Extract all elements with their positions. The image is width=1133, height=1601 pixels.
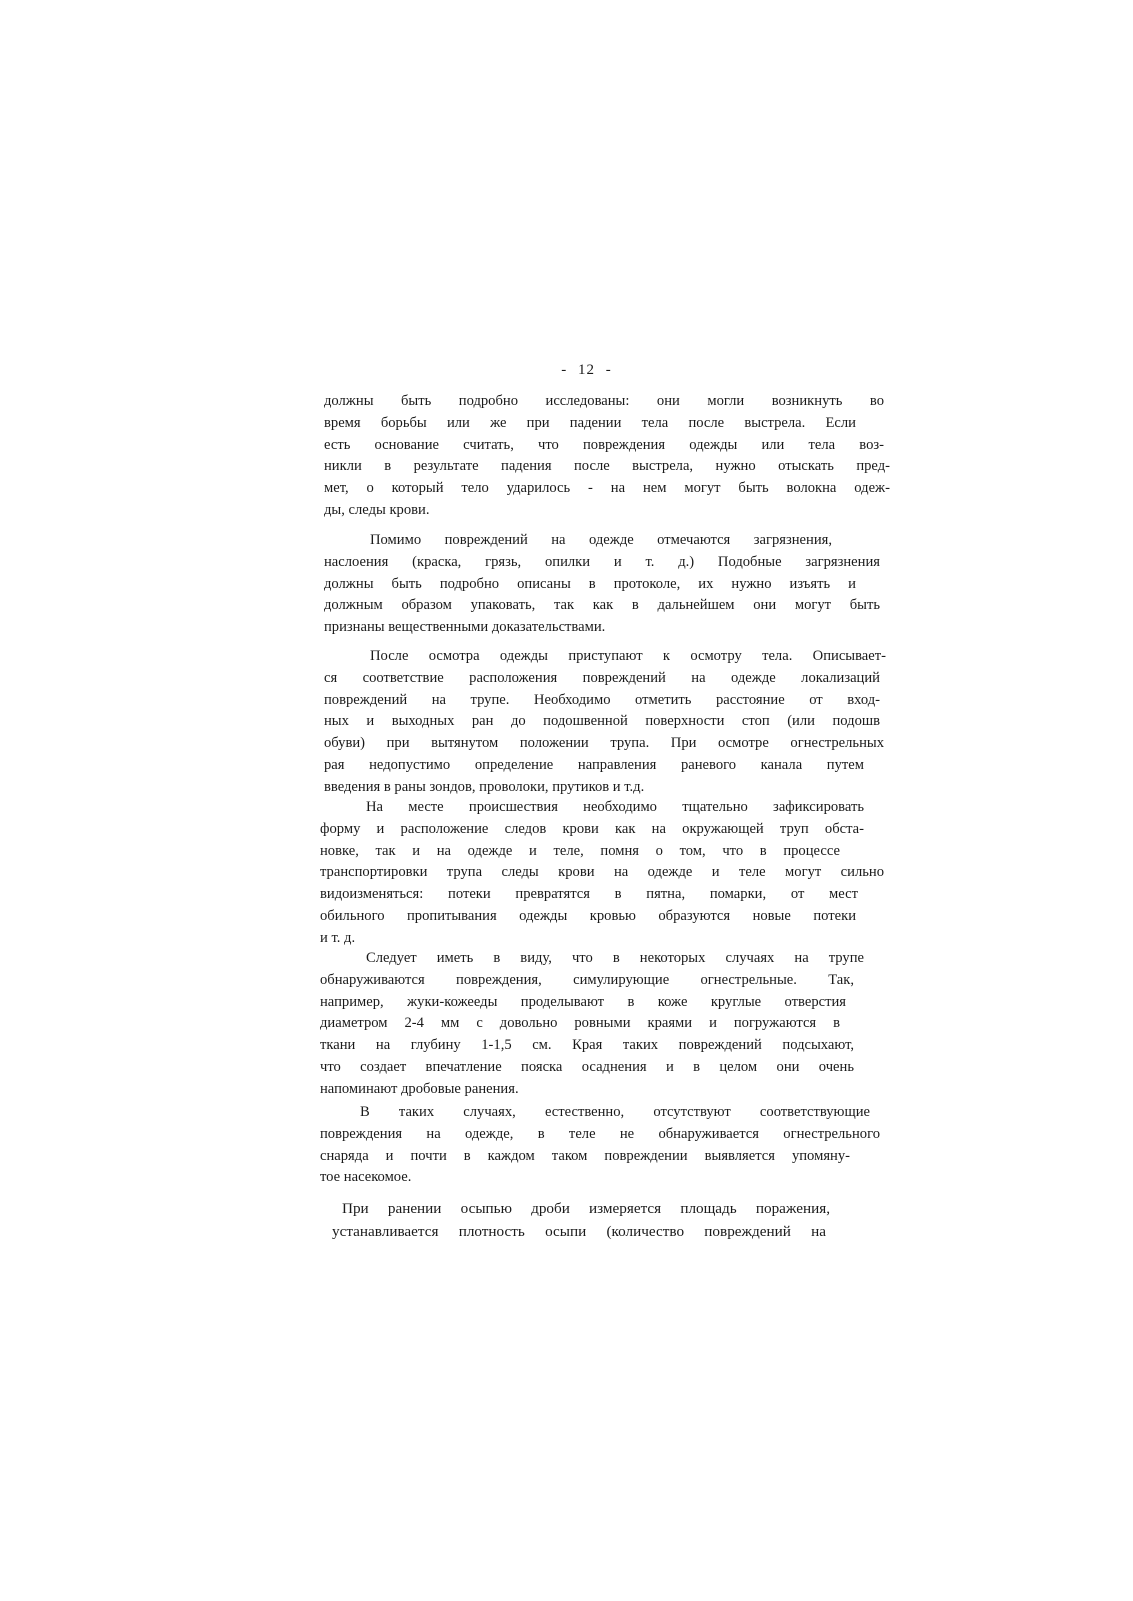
text-line: рая недопустимо определение направления раневого канала путем: [324, 756, 864, 773]
text-line: При ранении осыпью дроби измеряется площадь поражения,: [342, 1200, 830, 1217]
text-line: ся соответствие расположения повреждений на одежде локализаций: [324, 669, 880, 686]
text-line: Помимо повреждений на одежде отмечаются загрязнения,: [370, 532, 832, 548]
text-line: ды, следы крови.: [324, 501, 430, 518]
page-number-text: - 12 -: [561, 362, 612, 378]
text-line: повреждений на трупе. Необходимо отметить расстояние от вход-: [324, 691, 880, 708]
text-line: тое насекомое.: [320, 1169, 412, 1186]
text-line: обильного пропитывания одежды кровью образуются новые потеки: [320, 907, 856, 924]
text-line: время борьбы или же при падении тела после выстрела. Если: [324, 414, 856, 431]
text-line: введения в раны зондов, проволоки, прутиков и т.д.: [324, 778, 645, 795]
text-line: обнаруживаются повреждения, симулирующие огнестрельные. Так,: [320, 971, 854, 988]
text-line: напоминают дробовые ранения.: [320, 1080, 519, 1097]
text-line: должны быть подробно исследованы: они могли возникнуть во: [324, 393, 884, 409]
text-line: обуви) при вытянутом положении трупа. При осмотре огнестрельных: [324, 735, 884, 752]
text-line: ных и выходных ран до подошвенной поверхности стоп (или подошв: [324, 713, 880, 730]
text-line: повреждения на одежде, в теле не обнаруживается огнестрельного: [320, 1125, 880, 1142]
paragraph-4: [320, 797, 904, 950]
text-line: признаны вещественными доказательствами.: [324, 619, 606, 636]
text-line: снаряда и почти в каждом таком повреждении выявляется упомяну-: [320, 1147, 850, 1164]
text-line: ткани на глубину 1-1,5 см. Края таких повреждений подсыхают,: [320, 1037, 854, 1054]
text-line: есть основание считать, что повреждения одежды или тела воз-: [324, 436, 884, 453]
text-line: мет, о который тело ударилось - на нем могут быть волокна одеж-: [324, 480, 890, 497]
paragraph-7: [322, 1197, 906, 1243]
paragraph-2: [324, 530, 908, 639]
text-line: видоизменяться: потеки превратятся в пятна, помарки, от мест: [320, 886, 858, 903]
text-line: В таких случаях, естественно, отсутствуют соответствующие: [360, 1104, 870, 1120]
text-line: Следует иметь в виду, что в некоторых случаях на трупе: [366, 950, 864, 966]
text-line: форму и расположение следов крови как на окружающей труп обста-: [320, 820, 864, 837]
paragraph-5: [320, 948, 904, 1101]
text-line: На месте происшествия необходимо тщательно зафиксировать: [366, 799, 864, 815]
page-number: [0, 362, 1133, 379]
text-line: После осмотра одежды приступают к осмотру тела. Описывает-: [370, 648, 886, 664]
text-line: устанавливается плотность осыпи (количество повреждений на: [332, 1223, 826, 1240]
text-line: и т. д.: [320, 929, 356, 946]
text-line: наслоения (краска, грязь, опилки и т. д.) Подобные загрязнения: [324, 553, 880, 570]
paragraph-1: [324, 391, 890, 522]
text-line: транспортировки трупа следы крови на одежде и теле могут сильно: [320, 864, 884, 881]
text-line: что создает впечатление пояска осаднения и в целом они очень: [320, 1058, 854, 1075]
text-line: новке, так и на одежде и теле, помня о том, что в процессе: [320, 842, 840, 859]
text-line: например, жуки-кожееды проделывают в коже круглые отверстия: [320, 993, 846, 1010]
text-line: никли в результате падения после выстрела, нужно отыскать пред-: [324, 458, 890, 475]
text-line: должным образом упаковать, так как в дальнейшем они могут быть: [324, 597, 880, 614]
paragraph-6: [320, 1102, 904, 1189]
paragraph-3: [324, 646, 908, 799]
text-line: диаметром 2-4 мм с довольно ровными краями и погружаются в: [320, 1015, 840, 1032]
text-line: должны быть подробно описаны в протоколе, их нужно изъять и: [324, 575, 856, 592]
